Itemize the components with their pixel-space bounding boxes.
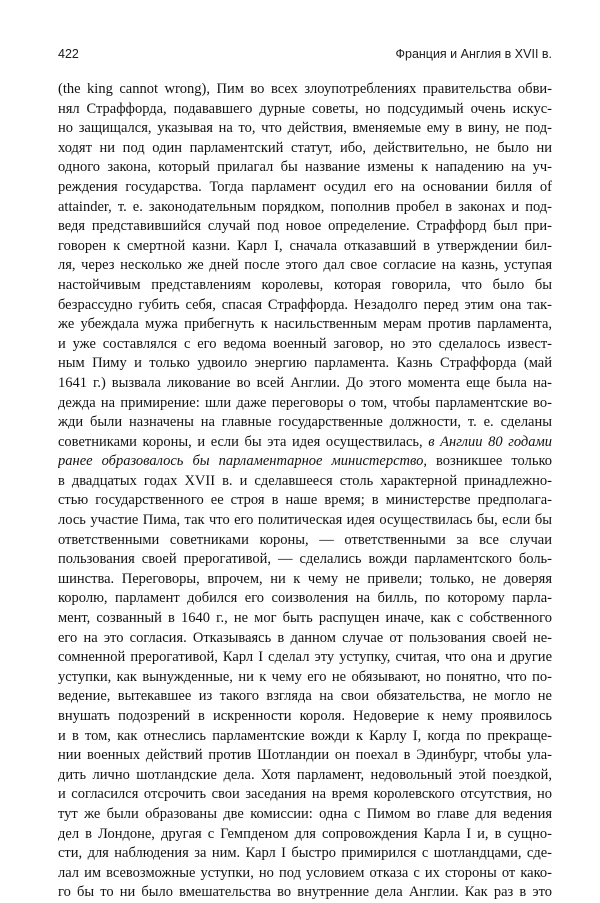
text-line	[58, 256, 552, 276]
text-line	[58, 237, 552, 257]
text-line	[58, 374, 552, 394]
line-text: лал им всевозможные уступки, но под условием отказа с их стороны от како-	[58, 864, 552, 881]
text-line	[58, 668, 552, 688]
line-text: 1641 г.) вызвала ликование во всей Англии. До этого момента еще была на-	[58, 374, 552, 391]
line-text: нял Страффорда, подававшего дурные советы, но подсудимый очень искус-	[58, 100, 552, 117]
line-text: жди были назначены на главные государственные должности, т. е. сделаны	[58, 414, 552, 431]
line-text: возникшее только	[426, 453, 552, 470]
text-line	[58, 687, 552, 707]
running-title: Франция и Англия в XVII в.	[395, 47, 552, 61]
text-line	[58, 511, 552, 531]
text-line	[58, 472, 552, 492]
italic-text: ранее образовалось бы парламентарное министерство,	[58, 453, 427, 470]
line-text: реждения государства. Тогда парламент осудил его на основании билля of	[58, 178, 552, 195]
text-line	[58, 178, 552, 198]
page-header	[58, 47, 552, 67]
italic-text: в Англии 80 годами	[428, 433, 552, 450]
text-line	[58, 394, 552, 414]
text-line	[58, 276, 552, 296]
text-line	[58, 531, 552, 551]
line-text: его на это согласия. Отказываясь в данном случае от пользования своей не-	[58, 629, 552, 646]
text-line	[58, 80, 552, 100]
line-text: безрассудно губить себя, спасая Страффорда. Незадолго перед этим она так-	[58, 296, 552, 313]
line-text: говорен к смертной казни. Карл I, сначала отказавший в утверждении бил-	[58, 237, 552, 254]
text-line	[58, 452, 552, 472]
line-text: (the king cannot wrong), Пим во всех злоупотреблениях правительства обви-	[58, 81, 552, 97]
text-line	[58, 864, 552, 884]
text-line	[58, 198, 552, 218]
line-text: го бы то ни было вмешательства во внутренние дела Англии. Как раз в это	[58, 884, 552, 901]
text-line	[58, 550, 552, 570]
text-line	[58, 119, 552, 139]
text-line	[58, 785, 552, 805]
text-line	[58, 629, 552, 649]
line-text: ля, через несколько же дней после этого дал свое согласие на казнь, уступая	[58, 257, 552, 274]
line-text: в двадцатых годах XVII в. и сделавшееся столь характерной принадлежно-	[58, 472, 552, 489]
text-line	[58, 746, 552, 766]
line-text: сти, для наблюдения за ним. Карл I быстро примирился с шотландцами, сде-	[58, 845, 552, 862]
line-text: нии военных действий против Шотландии он поехал в Эдинбург, чтобы ула-	[58, 747, 552, 764]
text-line	[58, 335, 552, 355]
line-text: дежда на примирение: шли даже переговоры о том, чтобы парламентские во-	[58, 394, 552, 411]
line-text: и в том, как отнеслись парламентские вожди к Карлу I, когда по прекраще-	[58, 727, 552, 744]
line-text: настойчивым представлениям королевы, которая говорила, что было бы	[58, 276, 552, 293]
text-line	[58, 491, 552, 511]
text-line	[58, 100, 552, 120]
text-line	[58, 648, 552, 668]
line-text: пользования своей прерогативой, — сделались вожди парламентского боль-	[58, 551, 552, 568]
text-line	[58, 727, 552, 747]
line-text: дел в Лондоне, другая с Гемпденом для сопровождения Карла I и, в сущно-	[58, 825, 552, 842]
text-line	[58, 413, 552, 433]
line-text: но защищался, указывая на то, что действия, вменяемые ему в вину, не под-	[58, 120, 552, 137]
line-text: ходят ни под один парламентский статут, ибо, действительно, не было ни	[58, 139, 552, 156]
line-text: дить лично шотландские дела. Хотя парламент, недовольный этой поездкой,	[58, 766, 552, 783]
text-line	[58, 883, 552, 903]
text-line	[58, 315, 552, 335]
line-text: одного закона, который прилагал бы название измены к нападению на уч-	[58, 159, 552, 176]
line-text: и согласился отсрочить свои заседания на время королевского отсутствия, но	[58, 786, 552, 803]
body-text	[58, 80, 552, 903]
line-text: сомненной прерогативой, Карл I сделал эту уступку, считая, что она и другие	[58, 649, 552, 666]
text-line	[58, 825, 552, 845]
text-line	[58, 589, 552, 609]
line-text: же убеждала мужа прибегнуть к насильственным мерам против парламента,	[58, 316, 552, 333]
text-line	[58, 354, 552, 374]
line-text: и уже составлялся с его ведома военный заговор, но это сделалось извест-	[58, 335, 552, 352]
line-text: ответственными советниками короны, — ответственными за все случаи	[58, 531, 552, 548]
text-line	[58, 570, 552, 590]
text-line	[58, 766, 552, 786]
line-text: лось участие Пима, так что его политическая идея осуществилась бы, если бы	[58, 512, 552, 529]
line-text: уступки, как вынужденные, ни к чему его не обязывают, но понятно, что по-	[58, 668, 552, 685]
line-text: советниками короны, и если бы эта идея осуществилась,	[58, 433, 429, 450]
line-text: ведение, вытекавшее из такого взгляда на свои обязательства, не могло не	[58, 688, 552, 705]
text-line	[58, 433, 552, 453]
line-text: шинства. Переговоры, впрочем, ни к чему не привели; только, не доверяя	[58, 570, 552, 587]
line-text: стью государственного ее строя в наше время; в министерстве предполага-	[58, 492, 552, 509]
text-line	[58, 707, 552, 727]
line-text: внушать подозрений в искренности короля. Недоверие к нему проявилось	[58, 708, 552, 724]
line-text: тут же были образованы две комиссии: одна с Пимом во главе для ведения	[58, 805, 552, 822]
text-line	[58, 844, 552, 864]
text-line	[58, 805, 552, 825]
line-text: ным Пиму и только удвоило энергию парламента. Казнь Страффорда (май	[58, 355, 552, 372]
page-number: 422	[58, 47, 79, 61]
text-line	[58, 217, 552, 237]
line-text: attainder, т. е. законодательным порядком, пополнив пробел в законах и под-	[58, 198, 552, 215]
text-line	[58, 296, 552, 316]
text-line	[58, 609, 552, 629]
line-text: королю, парламент добился его соизволения на билль, по которому парла-	[58, 590, 552, 607]
line-text: мент, созванный в 1640 г., не мог быть распущен иначе, как с собственного	[58, 610, 552, 627]
line-text: ведя представившийся случай под новое определение. Страффорд был при-	[58, 218, 552, 235]
text-line	[58, 139, 552, 159]
text-line	[58, 158, 552, 178]
